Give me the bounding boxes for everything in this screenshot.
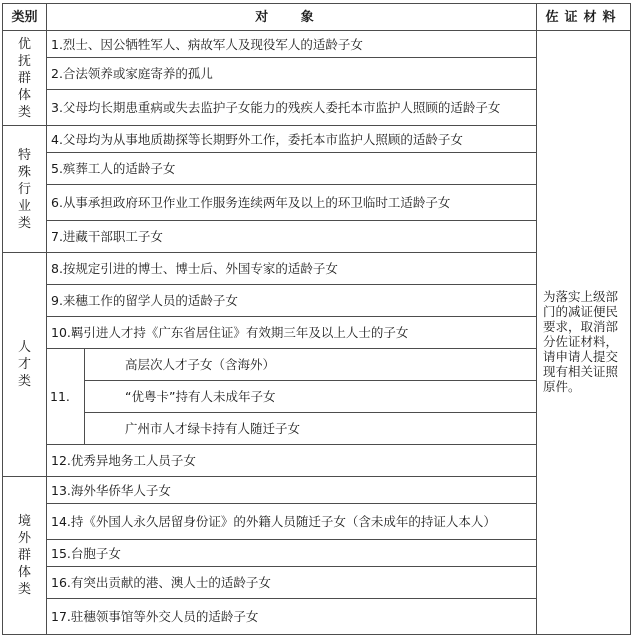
item-cell: 17.驻穗领事馆等外交人员的适龄子女 — [47, 599, 537, 635]
table-row — [3, 58, 631, 90]
item-cell: 4.父母均为从事地质勘探等长期野外工作，委托本市监护人照顾的适龄子女 — [47, 126, 537, 153]
table-row — [3, 540, 631, 567]
sub-item-cell: “优粤卡”持有人未成年子女 — [85, 381, 537, 413]
item-cell: 5.殡葬工人的适龄子女 — [47, 153, 537, 185]
item-cell: 10.羁引进人才持《广东省居住证》有效期三年及以上人士的子女 — [47, 317, 537, 349]
sub-item-cell: 高层次人才子女（含海外） — [85, 349, 537, 381]
item-cell: 16.有突出贡献的港、澳人士的适龄子女 — [47, 567, 537, 599]
sub-item-cell: 广州市人才绿卡持有人随迁子女 — [85, 413, 537, 445]
item-cell: 14.持《外国人永久居留身份证》的外籍人员随迁子女（含未成年的持证人本人） — [47, 504, 537, 540]
material-note: 为落实上级部门的减证便民要求，取消部分佐证材料，请申请人提交现有相关证照原件。 — [543, 289, 619, 394]
header-row — [3, 4, 631, 31]
table-row — [3, 31, 631, 58]
table-row — [3, 567, 631, 599]
item-cell: 12.优秀异地务工人员子女 — [47, 445, 537, 477]
material-cell — [537, 31, 631, 635]
item-cell: 9.来穗工作的留学人员的适龄子女 — [47, 285, 537, 317]
sub-group-number: 11. — [47, 349, 85, 445]
category-cell: 境外群体类 — [3, 477, 47, 635]
table-row — [3, 153, 631, 185]
table-row — [3, 381, 631, 413]
header-object: 对 象 — [47, 4, 537, 31]
table-row — [3, 413, 631, 445]
table-row — [3, 317, 631, 349]
category-cell: 优抚群体类 — [3, 31, 47, 126]
table-row — [3, 477, 631, 504]
item-cell: 8.按规定引进的博士、博士后、外国专家的适龄子女 — [47, 253, 537, 285]
table-row — [3, 126, 631, 153]
table-row — [3, 253, 631, 285]
table-row — [3, 285, 631, 317]
item-cell: 13.海外华侨华人子女 — [47, 477, 537, 504]
table-row — [3, 504, 631, 540]
item-cell: 3.父母均长期患重病或失去监护子女能力的残疾人委托本市监护人照顾的适龄子女 — [47, 90, 537, 126]
table-row — [3, 185, 631, 221]
category-cell: 特殊行业类 — [3, 126, 47, 253]
category-cell: 人才类 — [3, 253, 47, 477]
table-row — [3, 445, 631, 477]
table-row — [3, 90, 631, 126]
item-cell: 6.从事承担政府环卫作业工作服务连续两年及以上的环卫临时工适龄子女 — [47, 185, 537, 221]
item-cell: 2.合法领养或家庭寄养的孤儿 — [47, 58, 537, 90]
table-row — [3, 599, 631, 635]
item-cell: 1.烈士、因公牺牲军人、病故军人及现役军人的适龄子女 — [47, 31, 537, 58]
item-cell: 7.进藏干部职工子女 — [47, 221, 537, 253]
item-cell: 15.台胞子女 — [47, 540, 537, 567]
header-category: 类别 — [3, 4, 47, 31]
header-material: 佐证材料 — [537, 4, 631, 31]
table-row — [3, 349, 631, 381]
subject-table — [2, 3, 631, 635]
table-row — [3, 221, 631, 253]
